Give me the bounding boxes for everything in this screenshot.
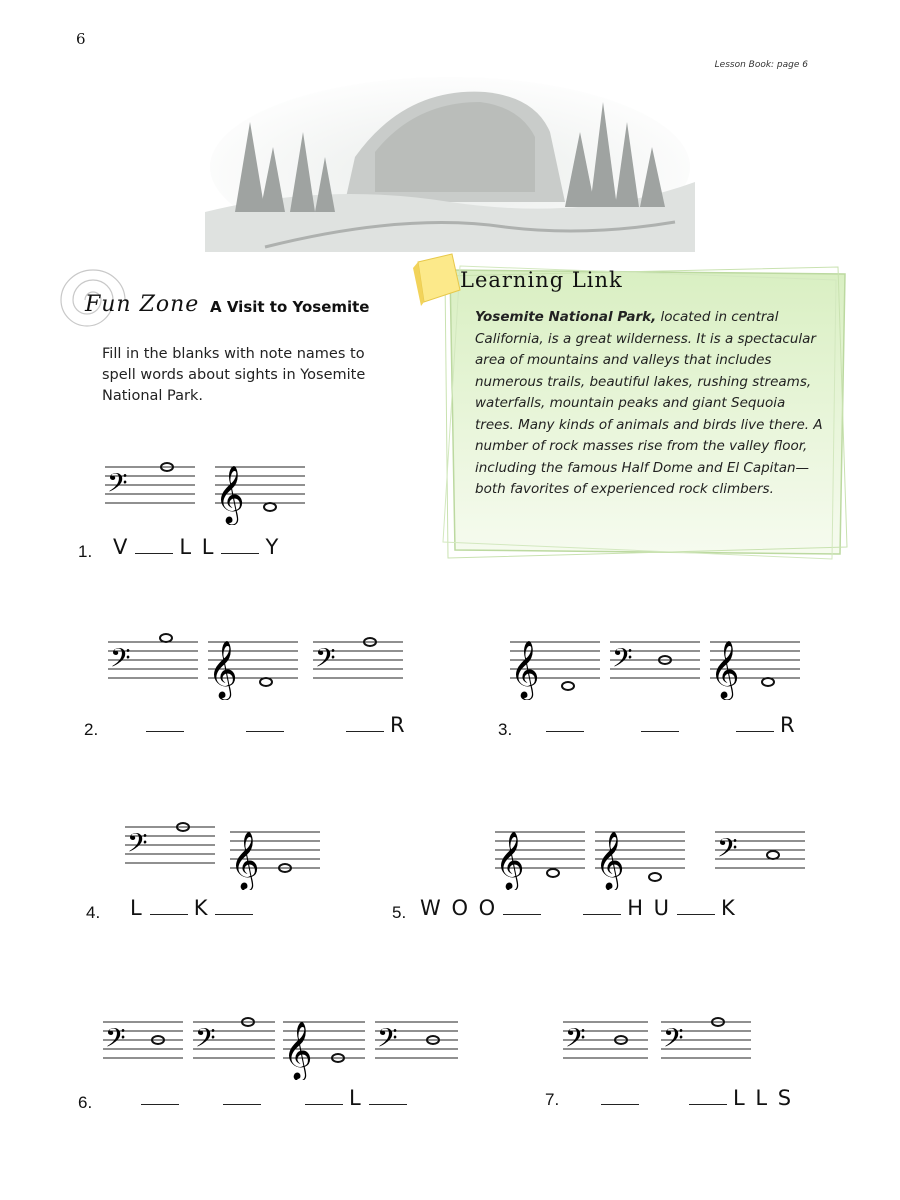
page-number: 6 [76, 30, 86, 48]
exercise-letters [130, 896, 259, 920]
learning-link-title: Learning Link [460, 268, 623, 292]
bass-clef-icon: 𝄢 [565, 1022, 586, 1060]
fun-zone-title: Fun Zone [85, 292, 200, 317]
letter: R [780, 713, 797, 737]
answer-blank[interactable] [305, 1086, 343, 1105]
staff-group-1 [105, 455, 315, 523]
bass-clef-icon: 𝄢 [107, 467, 128, 505]
letter: Y [265, 535, 281, 559]
treble-clef-icon: 𝄞 [215, 465, 245, 523]
staff-group-3 [510, 630, 810, 698]
bass-clef-icon: 𝄢 [315, 642, 336, 680]
fun-zone-subtitle: A Visit to Yosemite [210, 298, 370, 316]
exercise-letters [420, 896, 737, 920]
bass-clef-icon: 𝄢 [110, 642, 131, 680]
answer-blank[interactable] [503, 896, 541, 915]
treble-clef-icon: 𝄞 [710, 640, 740, 698]
exercise-number: 5. [392, 903, 407, 922]
treble-clef-icon: 𝄞 [208, 640, 238, 698]
answer-blank[interactable] [223, 1086, 261, 1105]
yosemite-illustration [205, 62, 695, 252]
bass-clef-icon: 𝄢 [377, 1022, 398, 1060]
answer-blank[interactable] [150, 896, 188, 915]
exercise-number: 3. [498, 720, 513, 739]
bass-clef-icon: 𝄢 [717, 832, 738, 870]
exercise-letters [595, 1086, 793, 1110]
exercise-number: 7. [545, 1090, 560, 1109]
bass-clef-icon: 𝄢 [105, 1022, 126, 1060]
exercise-letters [540, 713, 797, 737]
letter: L [130, 896, 144, 920]
answer-blank[interactable] [135, 535, 173, 554]
answer-blank[interactable] [689, 1086, 727, 1105]
staff-group-4 [125, 815, 325, 889]
letter: H U [627, 896, 672, 920]
learning-link-text: located in central California, is a great wilderness. It is a spectacular area of mountains and valleys that includes numerous trails, beautiful lakes, rushing streams, waterfalls, mountain peaks and giant Sequoia trees. Many kinds of animals and birds live there. A number of rock masses rise from the valley floor, including the famous Half Dome and El Capitan—both favorites of experienced rock climbers. [475, 309, 823, 497]
exercise-letters [140, 713, 407, 737]
treble-clef-icon: 𝄞 [595, 831, 625, 889]
letter: K [193, 896, 210, 920]
letter: W O O [420, 896, 498, 920]
treble-clef-icon: 𝄞 [495, 831, 525, 889]
exercise-letters [135, 1086, 413, 1110]
staff-group-2 [108, 630, 408, 698]
exercise-number: 6. [78, 1093, 93, 1112]
bass-clef-icon: 𝄢 [612, 642, 633, 680]
answer-blank[interactable] [141, 1086, 179, 1105]
answer-blank[interactable] [583, 896, 621, 915]
learning-link-body [475, 307, 825, 501]
staff-group-7 [563, 1005, 763, 1065]
answer-blank[interactable] [369, 1086, 407, 1105]
staff-group-6 [103, 1005, 463, 1079]
treble-clef-icon: 𝄞 [230, 831, 260, 889]
note-tab-icon [410, 250, 465, 308]
answer-blank[interactable] [215, 896, 253, 915]
letter: K [721, 896, 737, 920]
exercise-number: 1. [78, 542, 93, 561]
letter: L L [179, 535, 216, 559]
bass-clef-icon: 𝄢 [663, 1022, 684, 1060]
letter: L [349, 1086, 363, 1110]
answer-blank[interactable] [246, 713, 284, 732]
letter: V [113, 535, 130, 559]
bass-clef-icon: 𝄢 [127, 827, 148, 865]
answer-blank[interactable] [677, 896, 715, 915]
answer-blank[interactable] [221, 535, 259, 554]
lesson-reference: Lesson Book: page 6 [714, 60, 808, 70]
answer-blank[interactable] [601, 1086, 639, 1105]
exercise-number: 2. [84, 720, 99, 739]
answer-blank[interactable] [146, 713, 184, 732]
bass-clef-icon: 𝄢 [195, 1022, 216, 1060]
answer-blank[interactable] [641, 713, 679, 732]
exercise-letters [113, 535, 280, 559]
letter: R [390, 713, 407, 737]
learning-link-bold-lead: Yosemite National Park, [475, 309, 657, 325]
answer-blank[interactable] [736, 713, 774, 732]
instructions: Fill in the blanks with note names to spell words about sights in Yosemite National Park. [102, 346, 366, 404]
letter: L L S [733, 1086, 794, 1110]
exercise-number: 4. [86, 903, 101, 922]
treble-clef-icon: 𝄞 [283, 1021, 313, 1079]
answer-blank[interactable] [546, 713, 584, 732]
answer-blank[interactable] [346, 713, 384, 732]
treble-clef-icon: 𝄞 [510, 640, 540, 698]
staff-group-5 [495, 815, 815, 889]
